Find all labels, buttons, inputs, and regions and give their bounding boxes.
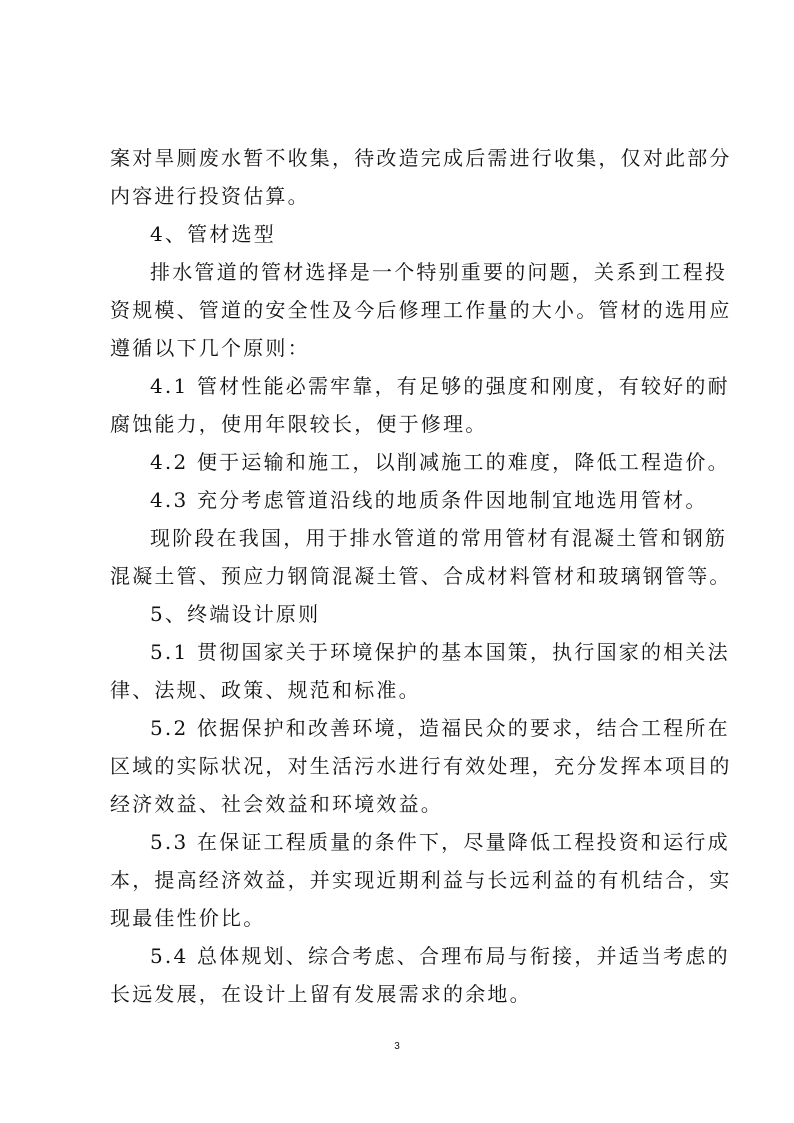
text-line: 案对旱厕废水暂不收集，待改造完成后需进行收集，仅对此部分 — [110, 146, 732, 170]
section-heading: 4、管材选型 — [150, 222, 276, 246]
text-line: 排水管道的管材选择是一个特别重要的问题，关系到工程投 — [150, 260, 728, 284]
text-line: 4.2 便于运输和施工，以削减施工的难度，降低工程造价。 — [150, 450, 730, 474]
text-line: 混凝土管、预应力钢筒混凝土管、合成材料管材和玻璃钢管等。 — [110, 564, 732, 588]
text-line: 本，提高经济效益，并实现近期利益与长远利益的有机结合，实 — [110, 868, 732, 892]
text-line: 5.4 总体规划、综合考虑、合理布局与衔接，并适当考虑的 — [150, 944, 730, 968]
text-line: 区域的实际状况，对生活污水进行有效处理，充分发挥本项目的 — [110, 754, 732, 778]
text-line: 经济效益、社会效益和环境效益。 — [110, 792, 443, 816]
text-line: 腐蚀能力，使用年限较长，便于修理。 — [110, 412, 488, 436]
text-line: 遵循以下几个原则： — [110, 336, 310, 360]
text-line: 现最佳性价比。 — [110, 906, 266, 930]
text-line: 5.3 在保证工程质量的条件下，尽量降低工程投资和运行成 — [150, 830, 730, 854]
text-line: 长远发展，在设计上留有发展需求的余地。 — [110, 982, 532, 1006]
text-line: 5.1 贯彻国家关于环境保护的基本国策，执行国家的相关法 — [150, 640, 730, 664]
text-line: 内容进行投资估算。 — [110, 184, 310, 208]
page-number: 3 — [394, 1041, 400, 1052]
text-line: 4.3 充分考虑管道沿线的地质条件因地制宜地选用管材。 — [150, 488, 708, 512]
text-line: 现阶段在我国，用于排水管道的常用管材有混凝土管和钢筋 — [150, 526, 728, 550]
text-line: 5.2 依据保护和改善环境，造福民众的要求，结合工程所在 — [150, 716, 730, 740]
text-line: 律、法规、政策、规范和标准。 — [110, 678, 421, 702]
text-line: 4.1 管材性能必需牢靠，有足够的强度和刚度，有较好的耐 — [150, 374, 730, 398]
section-heading: 5、终端设计原则 — [150, 602, 321, 626]
text-line: 资规模、管道的安全性及今后修理工作量的大小。管材的选用应 — [110, 298, 732, 322]
